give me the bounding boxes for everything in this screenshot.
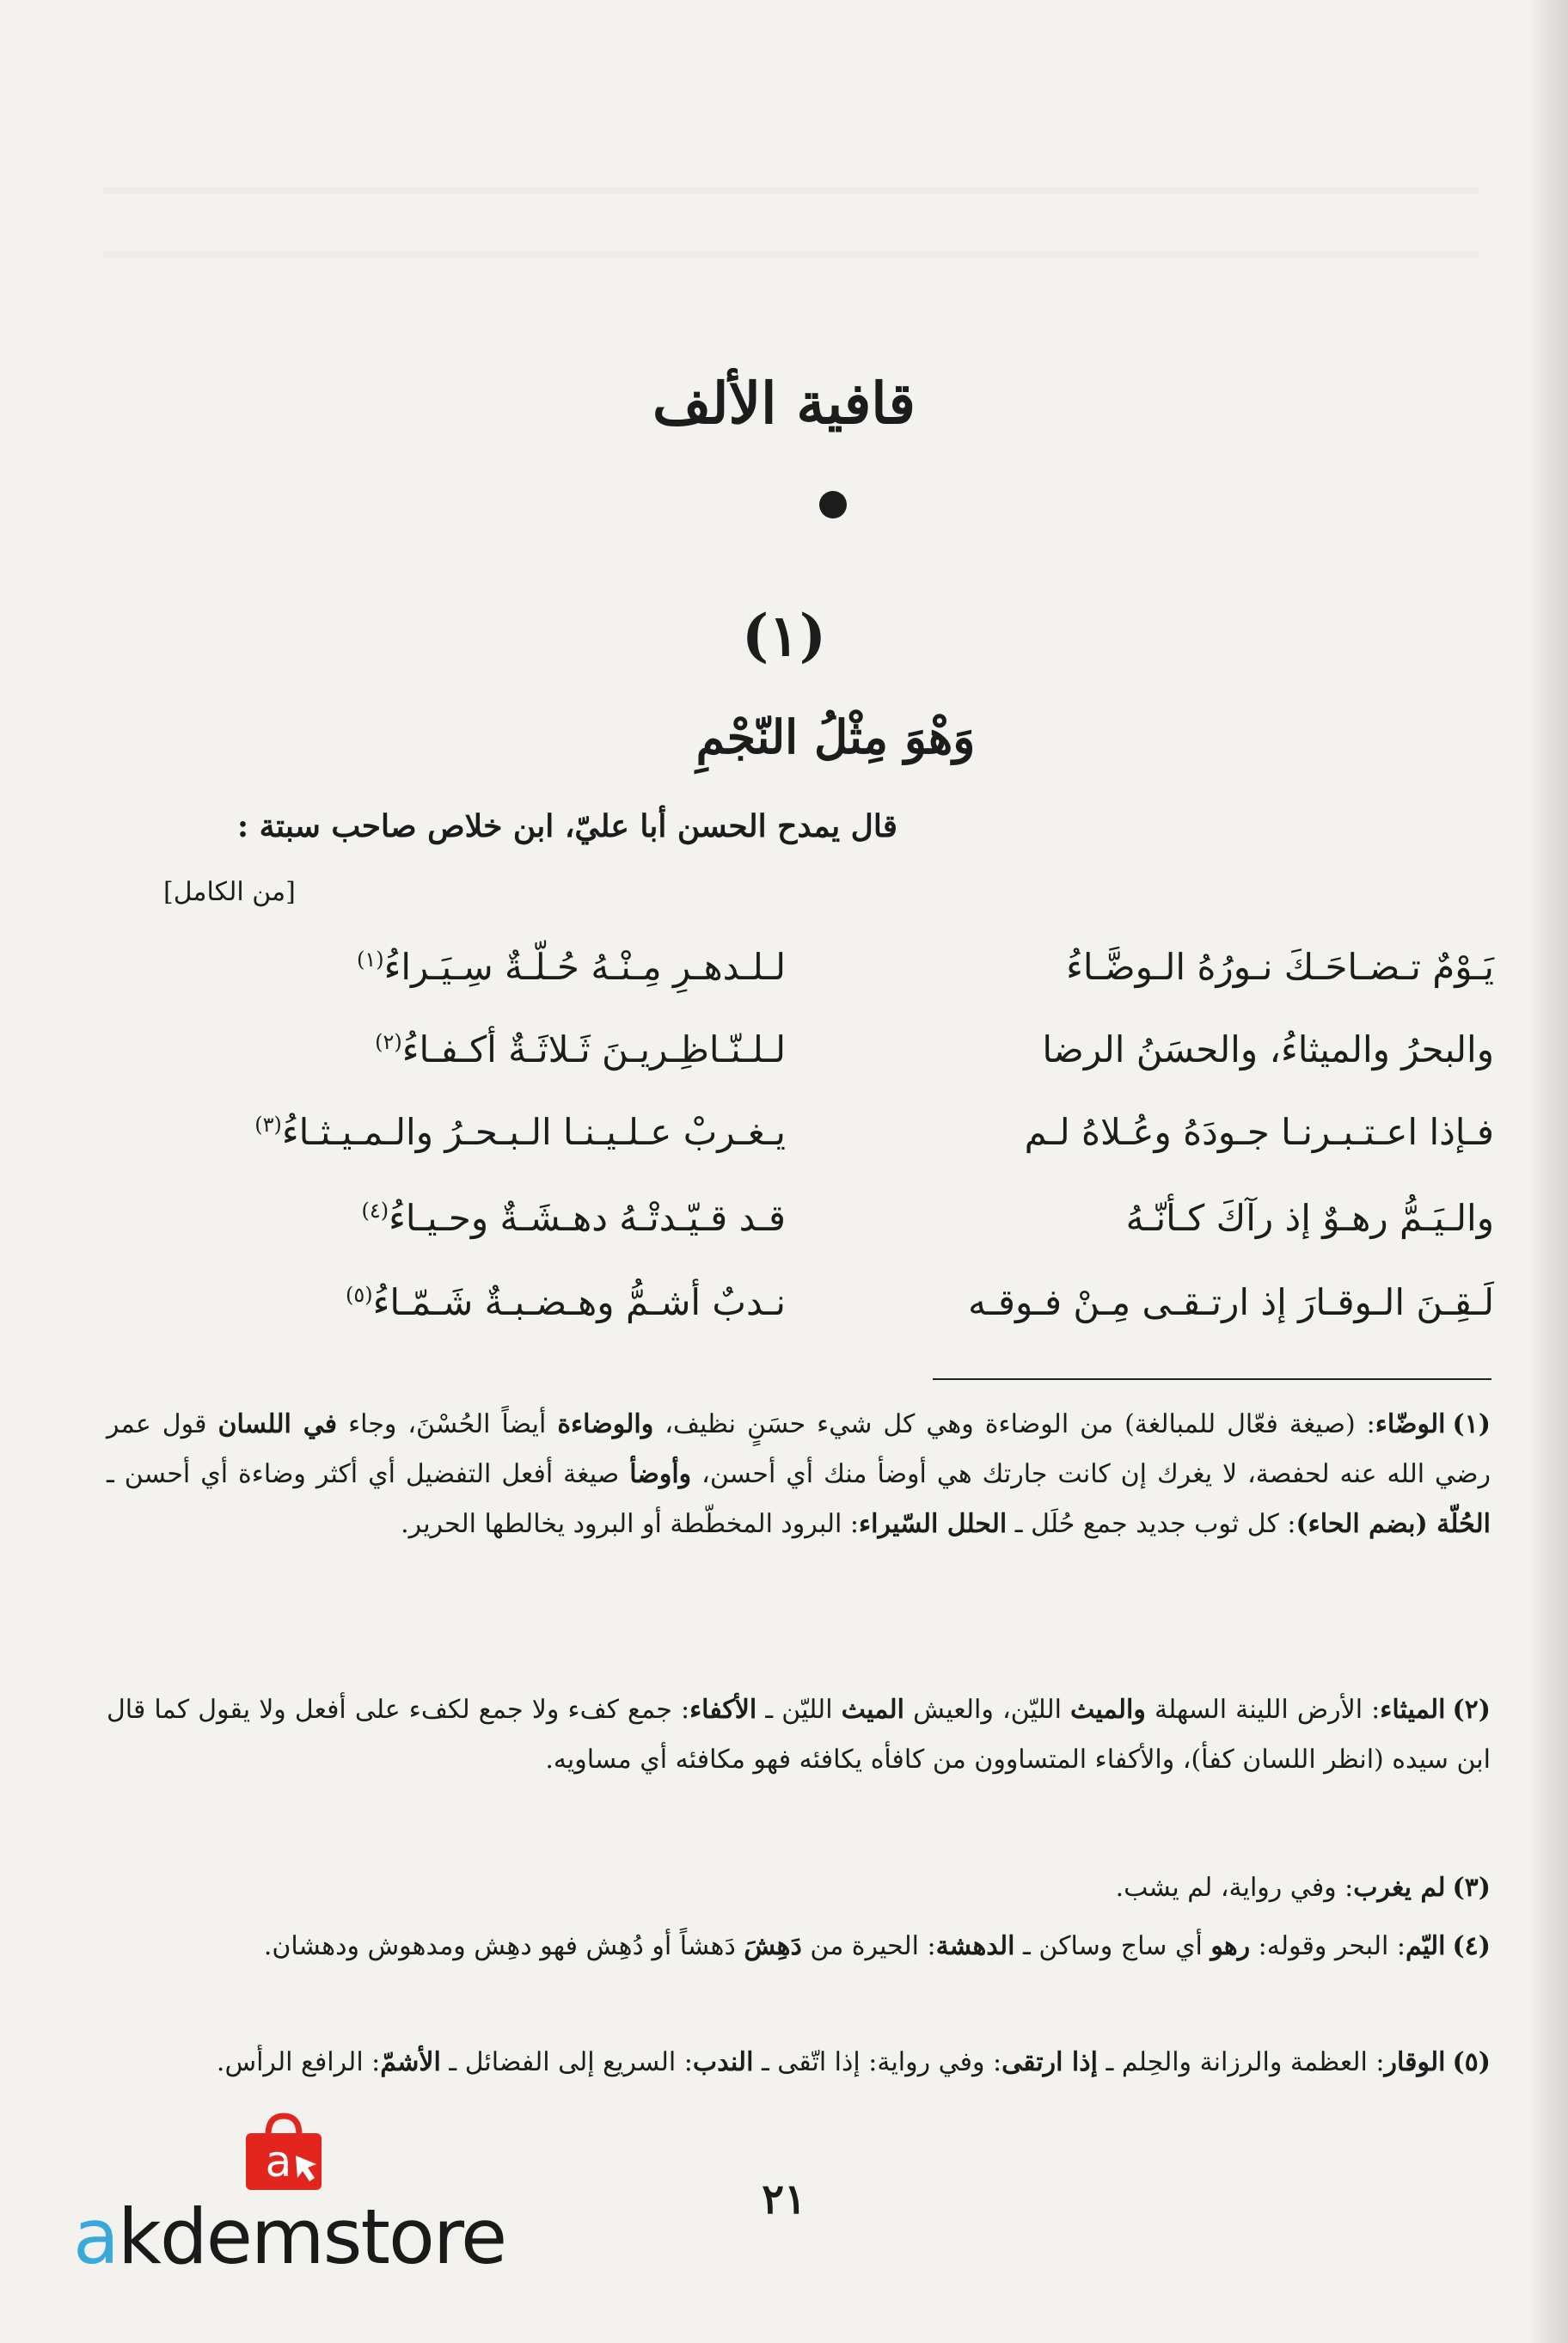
verse-line (0, 946, 1568, 1006)
footnote-term: إذا ارتقى (1001, 2047, 1098, 2077)
footnote-ref: (٥) (346, 1283, 373, 1307)
verse-second-text: لـلـنّـاظِـريـنَ ثَـلاثَـةٌ أكـفـاءُ (401, 1028, 786, 1070)
verse-line (0, 1111, 1568, 1171)
verse-second-text: لـلـدهـرِ مِـنْـهُ حُـلّـةٌ سِـيَـراءُ (383, 946, 786, 988)
verse-line (0, 1028, 1568, 1089)
bleed-through-texture (103, 129, 1479, 258)
verse-second-text: يـغـربْ عـلـيـنـا الـبـحـرُ والـمـيـثـاءُ (281, 1111, 786, 1153)
store-brand-name (73, 2193, 505, 2281)
footnote-number: (٣) (1452, 1873, 1491, 1903)
footnote-term: الأكفاء (689, 1695, 757, 1725)
footnote-term: اليّم (1405, 1931, 1446, 1961)
page-edge-shadow (1528, 0, 1568, 2343)
footnote-ref: (٣) (254, 1113, 282, 1137)
footnote-text: : (صيغة فعّال للمبالغة) من الوضاءة وهي كل شيء حسَنٍ نظيف، (653, 1409, 1375, 1439)
footnote (107, 1685, 1491, 1785)
footnote-text: : الأرض اللينة السهلة (1145, 1695, 1381, 1725)
verse-first-hemistich: فـإذا اعـتـبـرنـا جـودَهُ وعُـلاهُ لـم (1024, 1111, 1494, 1153)
footnote-ref: (١) (356, 948, 384, 972)
verse-first-hemistich: يَـوْمٌ تـضـاحَـكَ نـورُهُ الـوضَّـاءُ (1066, 946, 1494, 988)
page-number: ٢١ (762, 2175, 806, 2223)
footnote-number: (٢) (1452, 1695, 1491, 1725)
poem-meter: [من الكامل] (163, 877, 296, 907)
footnote-term: وأوضأ (629, 1459, 692, 1489)
footnote-divider (933, 1378, 1491, 1380)
footnote-text: صيغة أفعل التفضيل أي أكثر وضاءة أي أحسن ـ (107, 1459, 630, 1489)
footnote-number: (٤) (1452, 1931, 1491, 1961)
verse-line (0, 1197, 1568, 1257)
footnote-term: الندب (692, 2047, 754, 2077)
footnote-term: لم يغرب (1353, 1873, 1446, 1903)
footnote-text: : الحيرة من (801, 1931, 936, 1961)
footnote-term: الدهشة (935, 1931, 1015, 1961)
poem-intro: قال يمدح الحسن أبا عليّ، ابن خلاص صاحب سبتة : (236, 808, 897, 844)
footnote-term: الحلل السّيراء (859, 1509, 1008, 1539)
verse-second-hemistich (167, 946, 786, 988)
footnote-term: والوضاءة (557, 1409, 654, 1439)
footnote-term: والميث (1070, 1695, 1146, 1725)
brand-letter-a: a (73, 2193, 118, 2281)
verse-first-hemistich: لَـقِـنَ الـوقـارَ إذ ارتـقـى مِـنْ فـوقـه (968, 1281, 1494, 1323)
footnote-term: في اللسان (217, 1409, 338, 1439)
footnote-text: : وفي رواية: إذا اتّقى ـ (753, 2047, 1002, 2077)
footnote-ref: (٢) (375, 1030, 402, 1054)
footnote-text: دَهشاً أو دُهِش فهو دهِش ومدهوش ودهشان. (263, 1931, 744, 1961)
chapter-title: قافية الألف (652, 370, 916, 437)
verse-second-text: نـدبٌ أشـمُّ وهـضـبـةٌ شَـمّـاءُ (372, 1281, 786, 1323)
footnote-term: الوضّاء (1375, 1409, 1446, 1439)
footnote-text: : وفي رواية، لم يشب. (1115, 1873, 1354, 1903)
footnote-number: (٥) (1452, 2047, 1491, 2077)
footnote-text: : كل ثوب جديد جمع حُلَل ـ (1007, 1509, 1296, 1539)
poem-title: وَهْوَ مِثْلُ النّجْمِ (695, 709, 976, 764)
poem-number: (١) (742, 602, 826, 669)
brand-name-rest: kdemstore (117, 2193, 506, 2281)
footnote-text: : البحر وقوله: (1250, 1931, 1406, 1961)
footnote (107, 2038, 1491, 2088)
verse-first-hemistich: والـيَـمُّ رهـوٌ إذ رآكَ كـأنّـهُ (1125, 1197, 1494, 1239)
verse-second-hemistich (167, 1197, 786, 1239)
footnote-term: دَهِشَ (744, 1931, 802, 1961)
footnote-text: : جمع كفء ولا جمع لكفء على أفعل ولا يقول كما قال ابن سيده (انظر اللسان كفأ)، والأكفاء المتساوون من كافأه يكافئه فهو مكافئه أي مساويه. (107, 1695, 1491, 1775)
footnote-text: الليّن ـ (756, 1695, 842, 1725)
verse-second-text: قـد قـيّـدتْـهُ دهـشَـةٌ وحـيـاءُ (389, 1197, 786, 1239)
footnote-ref: (٤) (361, 1199, 389, 1223)
footnote-text: : السريع إلى الفضائل ـ (440, 2047, 693, 2077)
store-watermark-logo (73, 2111, 554, 2281)
footnote-text: أي ساج وساكن ـ (1014, 1931, 1211, 1961)
footnote-text: : العظمة والرزانة والحِلم ـ (1097, 2047, 1385, 2077)
footnote-term: الميثاء (1380, 1695, 1446, 1725)
footnote (107, 1400, 1491, 1549)
shopping-bag-icon (241, 2111, 327, 2193)
footnote-text: : البرود المخطّطة أو البرود يخالطها الحرير. (401, 1509, 860, 1539)
bag-letter: a (265, 2137, 292, 2187)
footnote-text: قول عمر رضي الله عنه لحفصة، لا يغرك إن كانت جارتك هي أوضأ منك أي أحسن، (107, 1409, 1491, 1489)
verse-first-hemistich: والبحرُ والميثاءُ، والحسَنُ الرضا (1042, 1028, 1494, 1070)
footnote (107, 1922, 1491, 1972)
footnote-text: أيضاً الحُسْنَ، وجاء (337, 1409, 558, 1439)
verse-second-hemistich (167, 1281, 786, 1323)
bullet-ornament (819, 491, 847, 518)
footnote-term: الأشمّ (380, 2047, 441, 2077)
verse-line (0, 1281, 1568, 1341)
footnote-number: (١) (1452, 1409, 1491, 1439)
footnote-term: الحُلّة (بضم الحاء) (1295, 1509, 1491, 1539)
footnote (107, 1863, 1491, 1913)
footnote-text: : الرافع الرأس. (216, 2047, 381, 2077)
footnote-term: رهو (1210, 1931, 1251, 1961)
footnote-term: الميث (841, 1695, 904, 1725)
verse-second-hemistich (167, 1028, 786, 1070)
verse-second-hemistich (167, 1111, 786, 1153)
footnote-term: الوقار (1384, 2047, 1446, 2077)
footnote-text: الليّن، والعيش (904, 1695, 1071, 1725)
